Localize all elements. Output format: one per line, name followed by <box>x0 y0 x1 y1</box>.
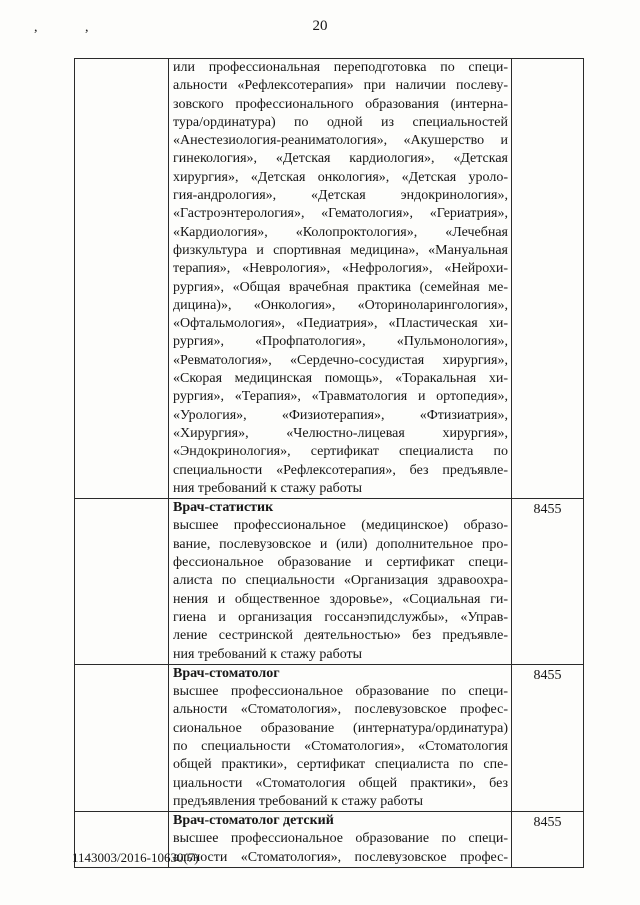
salary-cell <box>512 664 584 811</box>
requirement-line: «Скорая медицинская помощь», «Торакальная хи- <box>173 371 508 387</box>
requirement-line: физкультура и спортивная медицина», «Мануальная <box>173 242 508 258</box>
salary-value: 8455 <box>533 667 562 683</box>
requirement-line: фессиональное образование и сертификат специ- <box>173 555 508 571</box>
requirement-line: тура/ординатура) по одной из специальностей <box>173 114 508 130</box>
requirement-line: «Офтальмология», «Педиатрия», «Пластическая хи- <box>173 316 508 332</box>
requirement-line: высшее профессиональное (медицинское) образо- <box>173 518 508 534</box>
position-title: Врач-стоматолог <box>173 665 280 681</box>
table-row-dentist <box>75 664 584 811</box>
corner-marks: , , <box>34 20 111 35</box>
requirement-line: по специальности «Стоматология», «Стоматология <box>173 738 508 754</box>
requirement-line: высшее профессиональное образование по специ- <box>173 684 508 700</box>
requirement-line: ление сестринской деятельностью» без предъявле- <box>173 628 508 644</box>
requirement-line: «Анестезиология-реаниматология», «Акушерство и <box>173 133 508 149</box>
requirements-cell <box>169 499 512 665</box>
requirement-line: «Кардиология», «Колопроктология», «Лечебная <box>173 224 508 240</box>
page-number: 20 <box>312 18 328 34</box>
requirement-line: рургия», «Общая врачебная практика (семейная ме- <box>173 279 508 295</box>
table-row-prev <box>75 59 584 499</box>
salary-cell <box>512 59 584 499</box>
requirement-line: терапия», «Неврология», «Нефрология», «Нейрохи- <box>173 261 508 277</box>
empty-cell <box>75 59 169 499</box>
requirements-cell <box>169 664 512 811</box>
salary-value: 8455 <box>533 502 562 518</box>
requirement-line: ния требований к стажу работы <box>173 480 363 496</box>
requirement-line: зовского профессионального образования (интерна- <box>173 96 508 112</box>
requirement-line: алиста по специальности «Организация здравоохра- <box>173 573 508 589</box>
document-code: 1143003/2016-10630(7) <box>72 850 199 865</box>
requirement-line: или профессиональная переподготовка по специ- <box>173 60 508 75</box>
requirement-line: «Хирургия», «Челюстно-лицевая хирургия», <box>173 425 508 441</box>
requirement-line: хирургия», «Детская онкология», «Детская уроло- <box>173 169 508 185</box>
salary-cell <box>512 499 584 665</box>
requirement-line: общей практики», сертификат специалиста по спе- <box>173 757 508 773</box>
empty-cell <box>75 499 169 665</box>
requirement-line: вание, послевузовское и (или) дополнительное про- <box>173 536 508 552</box>
requirement-line: альности «Стоматология», послевузовское профес- <box>173 849 508 865</box>
requirement-line: рургия», «Профпатология», «Пульмонология», <box>173 334 508 350</box>
requirement-line: дицина)», «Онкология», «Оториноларингология», <box>173 297 508 313</box>
salary-cell <box>512 812 584 868</box>
requirement-line: рургия», «Терапия», «Травматология и ортопедия», <box>173 389 508 405</box>
requirement-line: предъявления требований к стажу работы <box>173 793 423 809</box>
requirement-line: альности «Стоматология», послевузовское профес- <box>173 702 508 718</box>
position-title: Врач-стоматолог детский <box>173 813 334 829</box>
requirements-cell <box>169 59 512 499</box>
requirement-line: ния требований к стажу работы <box>173 646 363 662</box>
salary-value: 8455 <box>533 815 562 831</box>
requirement-line: гия-андрология», «Детская эндокринология», <box>173 188 508 204</box>
requirement-line: циальности «Стоматология общей практики», без <box>173 775 508 791</box>
qualification-table <box>74 58 584 868</box>
requirement-line: нения и общественное здоровье», «Социальная ги- <box>173 591 508 607</box>
position-title: Врач-статистик <box>173 500 274 516</box>
requirements-cell <box>169 812 512 868</box>
requirement-line: специальности «Рефлексотерапия», без предъявле- <box>173 462 508 478</box>
empty-cell <box>75 664 169 811</box>
requirement-line: гинекология», «Детская кардиология», «Детская <box>173 151 508 167</box>
requirement-line: «Ревматология», «Сердечно-сосудистая хирургия», <box>173 352 508 368</box>
table-row-statistician <box>75 499 584 665</box>
requirement-line: «Гастроэнтерология», «Гематология», «Гериатрия», <box>173 206 508 222</box>
requirement-line: высшее профессиональное образование по специ- <box>173 831 508 847</box>
requirement-line: сиональное образование (интернатура/ординатура) <box>173 720 508 736</box>
requirement-line: «Урология», «Физиотерапия», «Фтизиатрия», <box>173 407 508 423</box>
requirement-line: гиена и организация госсанэпидслужбы», «Управ- <box>173 609 508 625</box>
requirement-line: альности «Рефлексотерапия» при наличии послеву- <box>173 78 508 94</box>
requirement-line: «Эндокринология», сертификат специалиста по <box>173 444 508 460</box>
